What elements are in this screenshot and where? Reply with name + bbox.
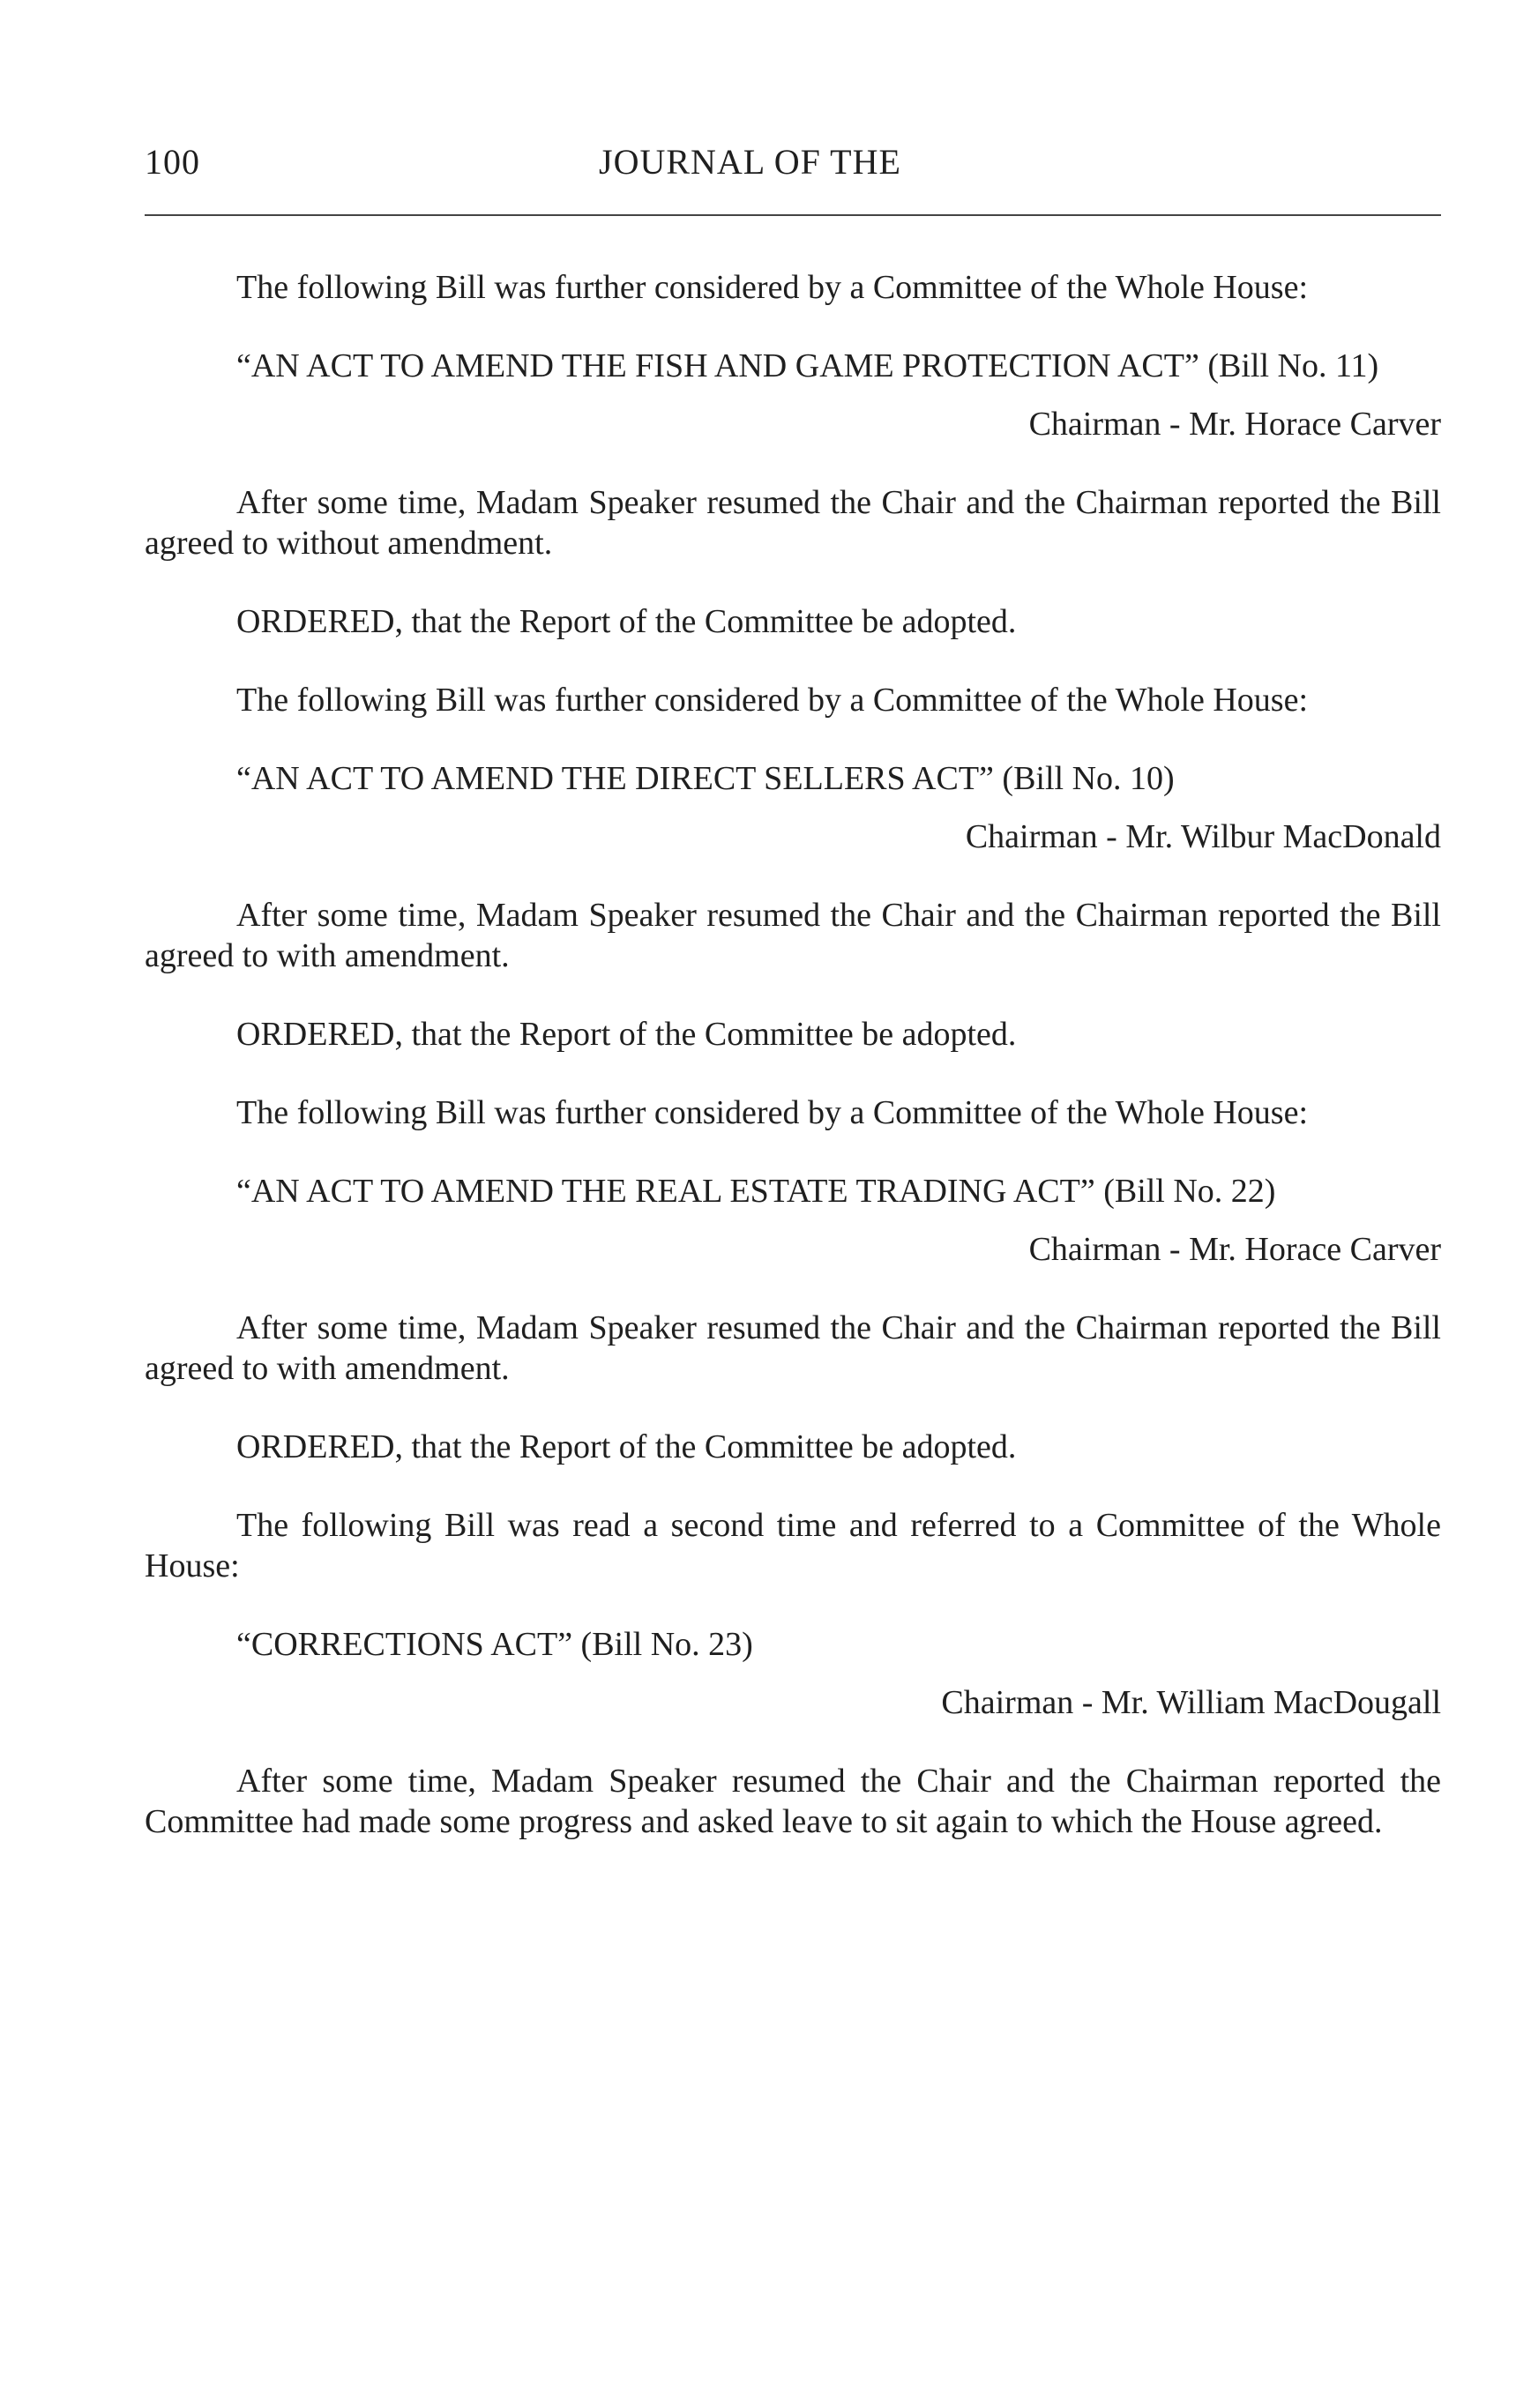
bill-title: “AN ACT TO AMEND THE DIRECT SELLERS ACT” (Bill No. 10) [236,760,1175,797]
journal-page [145,141,1441,1840]
page-number: 100 [145,142,200,182]
bill-section [145,267,1441,642]
bill-section [145,1092,1441,1467]
intro-paragraph: The following Bill was further considered by a Committee of the Whole House: [236,269,1309,306]
report-paragraph: After some time, Madam Speaker resumed the Chair and the Chairman reported the Committee had made some progress and asked leave to sit again to which the House agreed. [145,1763,1441,1840]
ordered-paragraph: ORDERED, that the Report of the Committee be adopted. [236,603,1017,640]
ordered-paragraph: ORDERED, that the Report of the Committee be adopted. [236,1016,1017,1053]
ordered-paragraph: ORDERED, that the Report of the Committee be adopted. [236,1428,1017,1465]
bill-section [145,680,1441,1055]
page-content [145,267,1441,1880]
bill-section [145,1505,1441,1842]
intro-paragraph: The following Bill was read a second time and referred to a Committee of the Whole House: [145,1507,1441,1584]
bill-title: “AN ACT TO AMEND THE FISH AND GAME PROTECTION ACT” (Bill No. 11) [236,347,1379,384]
report-paragraph: After some time, Madam Speaker resumed the Chair and the Chairman reported the Bill agreed to without amendment. [145,484,1441,562]
chairman-line: Chairman - Mr. William MacDougall [941,1684,1441,1721]
bill-title: “CORRECTIONS ACT” (Bill No. 23) [236,1626,753,1663]
intro-paragraph: The following Bill was further considered by a Committee of the Whole House: [236,1094,1309,1131]
chairman-line: Chairman - Mr. Horace Carver [1028,406,1441,443]
running-head: JOURNAL OF THE [599,142,901,182]
bill-title: “AN ACT TO AMEND THE REAL ESTATE TRADING ACT” (Bill No. 22) [236,1173,1276,1210]
report-paragraph: After some time, Madam Speaker resumed the Chair and the Chairman reported the Bill agreed to with amendment. [145,1309,1441,1387]
header-rule [145,214,1441,216]
page-header [145,141,1441,194]
report-paragraph: After some time, Madam Speaker resumed the Chair and the Chairman reported the Bill agreed to with amendment. [145,897,1441,974]
intro-paragraph: The following Bill was further considered by a Committee of the Whole House: [236,682,1309,719]
chairman-line: Chairman - Mr. Wilbur MacDonald [965,818,1441,855]
chairman-line: Chairman - Mr. Horace Carver [1028,1231,1441,1268]
